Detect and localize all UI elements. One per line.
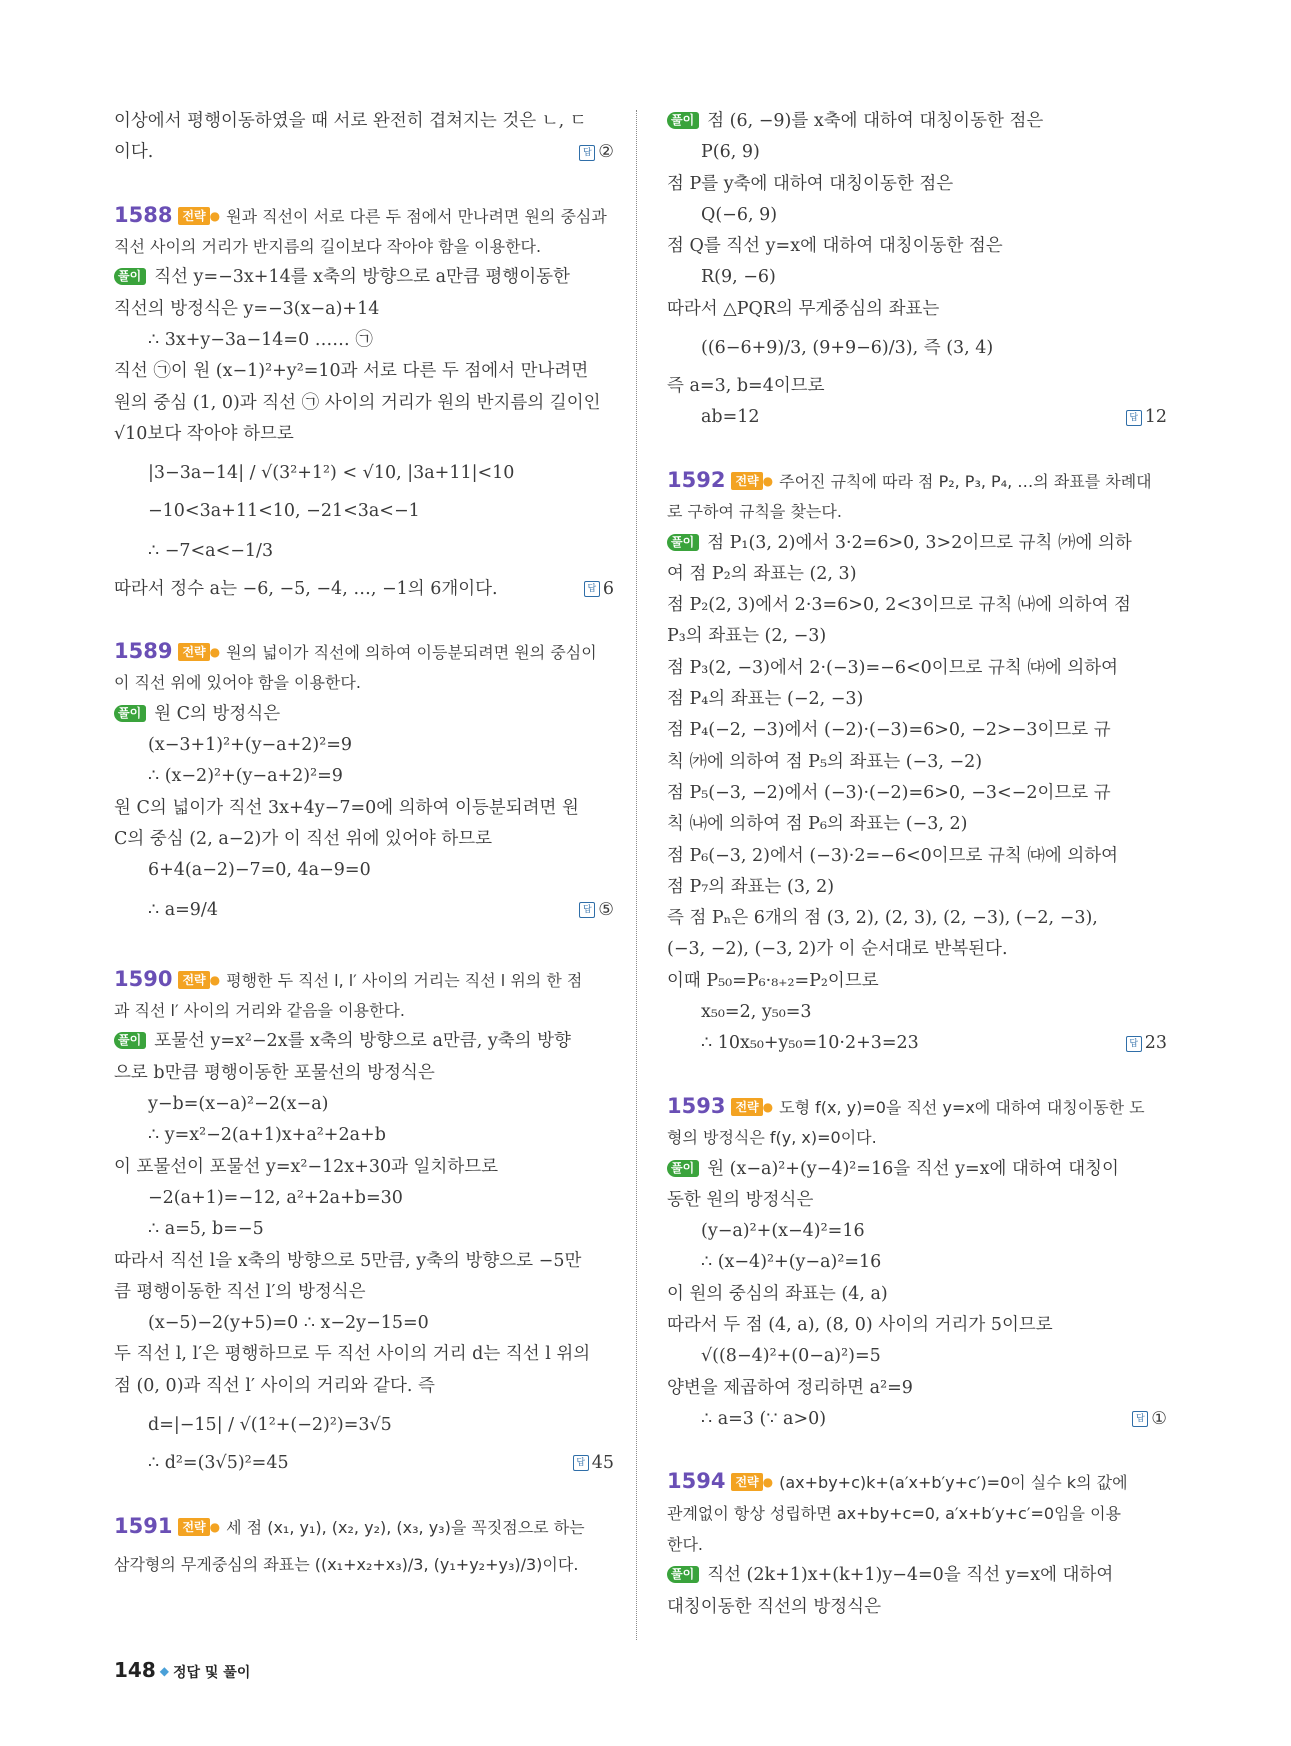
answer-marker — [584, 574, 614, 605]
line-text: 원의 넓이가 직선에 의하여 이등분되려면 원의 중심이 — [226, 643, 597, 663]
line-text: 6+4(a−2)−7=0, 4a−9=0 — [148, 860, 371, 881]
text-line — [114, 793, 614, 824]
section-gap — [114, 1479, 614, 1510]
text-line — [667, 1341, 1167, 1372]
section-gap — [667, 434, 1167, 465]
line-text: √10보다 작아야 하므로 — [114, 423, 294, 444]
section-gap — [667, 1435, 1167, 1466]
text-line — [667, 262, 1167, 293]
line-text: ∴ a=3 (∵ a>0) — [701, 1408, 827, 1429]
answer-marker — [579, 887, 614, 933]
line-text: 칙 ㈎에 의하여 점 P₅의 좌표는 (−3, −2) — [667, 751, 983, 772]
text-line — [114, 419, 614, 450]
line-text: x₅₀=2, y₅₀=3 — [701, 1002, 812, 1023]
bullet-dot-icon: ● — [762, 473, 774, 488]
text-line — [667, 872, 1167, 903]
line-text: 원 (x−a)²+(y−4)²=16을 직선 y=x에 대하여 대칭이 — [707, 1158, 1119, 1179]
line-text: 점 (6, −9)를 x축에 대하여 대칭이동한 점은 — [707, 111, 1044, 131]
answer-value: 23 — [1144, 1033, 1167, 1054]
problem-heading — [114, 1511, 614, 1542]
page-number: 148 — [114, 1658, 156, 1682]
answer-box-icon: 답 — [584, 581, 600, 597]
strategy-tag: 전략 — [178, 643, 209, 661]
line-text: 이 직선 위에 있어야 함을 이용한다. — [114, 673, 361, 693]
line-text: 이다. — [114, 142, 154, 163]
answer-marker — [573, 1448, 614, 1479]
problem-number: 1594 — [667, 1469, 726, 1494]
problem-number: 1590 — [114, 966, 173, 991]
line-text: 점 P₄(−2, −3)에서 (−2)·(−3)=6>0, −2>−3이므로 규 — [667, 720, 1111, 741]
answer-box-icon: 답 — [1126, 1036, 1142, 1052]
text-line — [667, 1279, 1167, 1310]
solution-tag: 풀이 — [114, 1032, 146, 1049]
line-text: (−3, −2), (−3, 2)가 이 순서대로 반복된다. — [667, 939, 1008, 960]
line-text: −2(a+1)=−12, a²+2a+b=30 — [148, 1187, 403, 1208]
line-text: ∴ (x−4)²+(y−a)²=16 — [701, 1252, 882, 1273]
line-text: P₃의 좌표는 (2, −3) — [667, 626, 827, 647]
line-text: −10<3a+11<10, −21<3a<−1 — [148, 501, 420, 522]
answer-box-icon: 답 — [1132, 1411, 1148, 1427]
text-line — [667, 653, 1167, 684]
strategy-tag: 전략 — [178, 971, 209, 989]
answer-marker — [1132, 1404, 1167, 1435]
line-text: 으로 b만큼 평행이동한 포물선의 방정식은 — [114, 1062, 435, 1083]
text-line — [114, 855, 614, 886]
line-text: 과 직선 l′ 사이의 거리와 같음을 이용한다. — [114, 1001, 405, 1021]
text-line — [667, 200, 1167, 231]
text-line — [114, 667, 614, 698]
line-text: 두 직선 l, l′은 평행하므로 두 직선 사이의 거리 d는 직선 l 위의 — [114, 1344, 591, 1365]
problem-heading — [667, 1466, 1167, 1497]
line-text: (x−5)−2(y+5)=0 ∴ x−2y−15=0 — [148, 1313, 429, 1334]
line-text: (x−3+1)²+(y−a+2)²=9 — [148, 735, 353, 756]
text-line — [667, 1529, 1167, 1560]
bullet-dot-icon: ● — [762, 1475, 774, 1490]
line-text: 원과 직선이 서로 다른 두 점에서 만나려면 원의 중심과 — [226, 206, 607, 226]
text-line — [667, 402, 1167, 433]
line-text: 큼 평행이동한 직선 l′의 방정식은 — [114, 1281, 366, 1302]
line-text: ∴ a=9/4 — [148, 899, 218, 920]
line-text: ∴ (x−2)²+(y−a+2)²=9 — [148, 766, 343, 787]
line-text: 점 P₁(3, 2)에서 3·2=6>0, 3>2이므로 규칙 ㈎에 의하 — [707, 532, 1132, 553]
problem-heading — [114, 200, 614, 231]
strategy-tag: 전략 — [731, 1098, 762, 1116]
line-text: 따라서 직선 l을 x축의 방향으로 5만큼, y축의 방향으로 −5만 — [114, 1250, 582, 1271]
text-line — [114, 1542, 614, 1588]
text-line — [667, 934, 1167, 965]
problem-heading — [667, 465, 1167, 496]
line-text: 원 C의 방정식은 — [154, 703, 281, 724]
solution-tag: 풀이 — [114, 268, 146, 285]
text-line — [667, 1028, 1167, 1059]
text-line — [667, 747, 1167, 778]
problem-number: 1588 — [114, 202, 173, 227]
text-line — [114, 730, 614, 761]
line-text: 점 P₇의 좌표는 (3, 2) — [667, 876, 835, 897]
answer-box-icon: 답 — [579, 902, 595, 918]
answer-value: ⑤ — [598, 899, 614, 920]
text-line — [114, 574, 614, 605]
text-line — [667, 325, 1167, 371]
text-line — [114, 356, 614, 387]
line-text: R(9, −6) — [701, 267, 776, 288]
section-gap — [114, 605, 614, 636]
text-line — [114, 1214, 614, 1245]
text-line — [114, 262, 614, 293]
strategy-tag: 전략 — [731, 1473, 762, 1491]
line-text: 원의 중심 (1, 0)과 직선 ㉠ 사이의 거리가 원의 반지름의 길이인 — [114, 392, 601, 413]
text-line — [667, 1247, 1167, 1278]
text-line — [114, 887, 614, 933]
text-line — [114, 325, 614, 356]
bullet-dot-icon: ● — [209, 208, 221, 223]
text-line — [667, 841, 1167, 872]
line-text: √((8−4)²+(0−a)²)=5 — [701, 1346, 881, 1367]
line-text: 즉 a=3, b=4이므로 — [667, 376, 825, 397]
line-text: 여 점 P₂의 좌표는 (2, 3) — [667, 563, 857, 584]
problem-number: 1592 — [667, 467, 726, 492]
problem-heading — [114, 636, 614, 667]
bullet-dot-icon: ● — [209, 1519, 221, 1534]
line-text: 원 C의 넓이가 직선 3x+4y−7=0에 의하여 이등분되려면 원 — [114, 797, 579, 818]
text-line — [667, 590, 1167, 621]
text-line — [667, 903, 1167, 934]
text-line — [114, 824, 614, 855]
line-text: P(6, 9) — [701, 142, 760, 163]
text-line — [114, 1339, 614, 1370]
solution-tag: 풀이 — [667, 112, 699, 129]
text-line — [667, 1404, 1167, 1435]
text-line — [114, 231, 614, 262]
answer-marker — [1126, 1028, 1167, 1059]
text-line — [114, 1246, 614, 1277]
text-line — [667, 231, 1167, 262]
text-line — [114, 1058, 614, 1089]
line-text: C의 중심 (2, a−2)가 이 직선 위에 있어야 하므로 — [114, 828, 493, 849]
line-text: 점 Q를 직선 y=x에 대하여 대칭이동한 점은 — [667, 236, 1003, 257]
line-text: ∴ 10x₅₀+y₅₀=10·2+3=23 — [701, 1033, 919, 1054]
diamond-icon: ◆ — [159, 1664, 169, 1678]
solution-tag: 풀이 — [667, 1160, 699, 1177]
solution-tag: 풀이 — [667, 1566, 699, 1583]
line-text: 따라서 △PQR의 무게중심의 좌표는 — [667, 298, 940, 319]
text-line — [667, 778, 1167, 809]
text-line — [667, 1498, 1167, 1529]
line-text: ∴ 3x+y−3a−14=0 …… ㉠ — [148, 330, 373, 351]
line-text: ∴ d²=(3√5)²=45 — [148, 1452, 289, 1473]
left-column — [114, 106, 614, 1588]
text-line — [114, 106, 614, 137]
line-text: 이 원의 중심의 좌표는 (4, a) — [667, 1283, 888, 1304]
text-line — [667, 1122, 1167, 1153]
line-text: 점 P를 y축에 대하여 대칭이동한 점은 — [667, 173, 954, 194]
answer-value: 12 — [1144, 407, 1167, 428]
line-text: |3−3a−14| / √(3²+1²) < √10, |3a+11|<10 — [148, 463, 515, 484]
line-text: 따라서 정수 a는 −6, −5, −4, …, −1의 6개이다. — [114, 578, 498, 599]
line-text: 점 P₅(−3, −2)에서 (−3)·(−2)=6>0, −3<−2이므로 규 — [667, 782, 1111, 803]
solution-tag: 풀이 — [667, 534, 699, 551]
column-divider — [636, 110, 637, 1640]
line-text: 평행한 두 직선 l, l′ 사이의 거리는 직선 l 위의 한 점 — [226, 970, 583, 990]
line-text: d=|−15| / √(1²+(−2)²)=3√5 — [148, 1414, 392, 1435]
text-line — [667, 528, 1167, 559]
footer-label: 정답 및 풀이 — [172, 1665, 251, 1681]
text-line — [114, 699, 614, 730]
text-line — [667, 106, 1167, 137]
line-text: 대칭이동한 직선의 방정식은 — [667, 1596, 881, 1617]
right-column — [667, 106, 1167, 1623]
text-line — [114, 137, 614, 168]
text-line — [667, 559, 1167, 590]
answer-value: ② — [598, 142, 614, 163]
text-line — [667, 621, 1167, 652]
line-text: 로 구하여 규칙을 찾는다. — [667, 502, 842, 522]
answer-box-icon: 답 — [579, 145, 595, 161]
line-text: 동한 원의 방정식은 — [667, 1189, 814, 1210]
text-line — [667, 997, 1167, 1028]
text-line — [114, 1089, 614, 1120]
text-line — [667, 1216, 1167, 1247]
text-line — [667, 1592, 1167, 1623]
text-line — [114, 1183, 614, 1214]
line-text: (ax+by+c)k+(a′x+b′y+c′)=0이 실수 k의 값에 — [779, 1473, 1128, 1493]
line-text: 점 (0, 0)과 직선 l′ 사이의 거리와 같다. 즉 — [114, 1375, 435, 1396]
line-text: 따라서 두 점 (4, a), (8, 0) 사이의 거리가 5이므로 — [667, 1314, 1053, 1335]
answer-box-icon: 답 — [1126, 410, 1142, 426]
text-line — [667, 496, 1167, 527]
line-text: ∴ −7<a<−1/3 — [148, 540, 274, 561]
strategy-tag: 전략 — [731, 472, 762, 490]
text-line — [667, 371, 1167, 402]
text-line — [667, 169, 1167, 200]
answer-marker — [579, 137, 614, 168]
text-line — [114, 1402, 614, 1448]
text-line — [114, 1371, 614, 1402]
problem-heading — [114, 964, 614, 995]
problem-number: 1589 — [114, 639, 173, 664]
section-gap — [114, 933, 614, 964]
line-text: 직선 (2k+1)x+(k+1)y−4=0을 직선 y=x에 대하여 — [707, 1565, 1114, 1586]
text-line — [667, 1373, 1167, 1404]
line-text: 이때 P₅₀=P₆·₈₊₂=P₂이므로 — [667, 970, 879, 991]
line-text: 포물선 y=x²−2x를 x축의 방향으로 a만큼, y축의 방향 — [154, 1031, 571, 1052]
text-line — [114, 1308, 614, 1339]
line-text: Q(−6, 9) — [701, 204, 778, 225]
text-line — [114, 294, 614, 325]
text-line — [667, 1310, 1167, 1341]
text-line — [667, 684, 1167, 715]
text-line — [114, 388, 614, 419]
text-line — [114, 1152, 614, 1183]
text-line — [114, 995, 614, 1026]
text-line — [114, 528, 614, 574]
answer-marker — [1126, 402, 1167, 433]
line-text: 점 P₆(−3, 2)에서 (−3)·2=−6<0이므로 규칙 ㈐에 의하여 — [667, 845, 1119, 866]
bullet-dot-icon: ● — [762, 1099, 774, 1114]
line-text: 이 포물선이 포물선 y=x²−12x+30과 일치하므로 — [114, 1156, 499, 1177]
line-text: 직선 ㉠이 원 (x−1)²+y²=10과 서로 다른 두 점에서 만나려면 — [114, 361, 589, 382]
text-line — [114, 1026, 614, 1057]
text-line — [114, 1448, 614, 1479]
line-text: (y−a)²+(x−4)²=16 — [701, 1221, 865, 1242]
line-text: 한다. — [667, 1535, 703, 1555]
text-line — [114, 496, 614, 527]
line-text: 세 점 (x₁, y₁), (x₂, y₂), (x₃, y₃)을 꼭짓점으로 하는 — [226, 1517, 585, 1537]
line-text: 점 P₃(2, −3)에서 2·(−3)=−6<0이므로 규칙 ㈐에 의하여 — [667, 657, 1119, 678]
bullet-dot-icon: ● — [209, 972, 221, 987]
answer-value: 45 — [591, 1452, 614, 1473]
line-text: 도형 f(x, y)=0을 직선 y=x에 대하여 대칭이동한 도 — [779, 1097, 1145, 1117]
text-line — [114, 1120, 614, 1151]
line-text: 직선의 방정식은 y=−3(x−a)+14 — [114, 298, 380, 319]
line-text: ∴ a=5, b=−5 — [148, 1219, 264, 1240]
text-line — [114, 761, 614, 792]
line-text: 점 P₄의 좌표는 (−2, −3) — [667, 689, 864, 710]
text-line — [667, 809, 1167, 840]
bullet-dot-icon: ● — [209, 645, 221, 660]
answer-box-icon: 답 — [573, 1455, 589, 1471]
text-line — [667, 715, 1167, 746]
answer-value: ① — [1151, 1408, 1167, 1429]
text-line — [667, 966, 1167, 997]
line-text: ab=12 — [701, 407, 760, 428]
line-text: 점 P₂(2, 3)에서 2·3=6>0, 2<3이므로 규칙 ㈏에 의하여 점 — [667, 595, 1131, 616]
text-line — [667, 137, 1167, 168]
line-text: 양변을 제곱하여 정리하면 a²=9 — [667, 1377, 913, 1398]
strategy-tag: 전략 — [178, 207, 209, 225]
text-line — [667, 1154, 1167, 1185]
line-text: 직선 사이의 거리가 반지름의 길이보다 작아야 함을 이용한다. — [114, 237, 542, 257]
line-text: 관계없이 항상 성립하면 ax+by+c=0, a′x+b′y+c′=0임을 이용 — [667, 1503, 1121, 1523]
page-footer — [114, 1658, 250, 1682]
line-text: 삼각형의 무게중심의 좌표는 ((x₁+x₂+x₃)/3, (y₁+y₂+y₃)/3)이다. — [114, 1554, 579, 1574]
problem-number: 1591 — [114, 1513, 173, 1538]
problem-number: 1593 — [667, 1093, 726, 1118]
text-line — [667, 1185, 1167, 1216]
line-text: ∴ y=x²−2(a+1)x+a²+2a+b — [148, 1125, 386, 1146]
line-text: 주어진 규칙에 따라 점 P₂, P₃, P₄, …의 좌표를 차례대 — [779, 471, 1152, 491]
section-gap — [114, 169, 614, 200]
section-gap — [667, 1060, 1167, 1091]
line-text: ((6−6+9)/3, (9+9−6)/3), 즉 (3, 4) — [701, 338, 994, 359]
line-text: 이상에서 평행이동하였을 때 서로 완전히 겹쳐지는 것은 ㄴ, ㄷ — [114, 111, 587, 131]
text-line — [667, 1560, 1167, 1591]
answer-value: 6 — [602, 578, 614, 599]
line-text: 형의 방정식은 f(y, x)=0이다. — [667, 1128, 877, 1148]
text-line — [667, 294, 1167, 325]
line-text: 즉 점 Pₙ은 6개의 점 (3, 2), (2, 3), (2, −3), (−2, −3), — [667, 908, 1098, 929]
line-text: 직선 y=−3x+14를 x축의 방향으로 a만큼 평행이동한 — [154, 267, 570, 288]
text-line — [114, 1277, 614, 1308]
strategy-tag: 전략 — [178, 1518, 209, 1536]
problem-heading — [667, 1091, 1167, 1122]
text-line — [114, 450, 614, 496]
solution-tag: 풀이 — [114, 705, 146, 722]
line-text: y−b=(x−a)²−2(x−a) — [148, 1094, 329, 1115]
line-text: 칙 ㈏에 의하여 점 P₆의 좌표는 (−3, 2) — [667, 814, 968, 835]
